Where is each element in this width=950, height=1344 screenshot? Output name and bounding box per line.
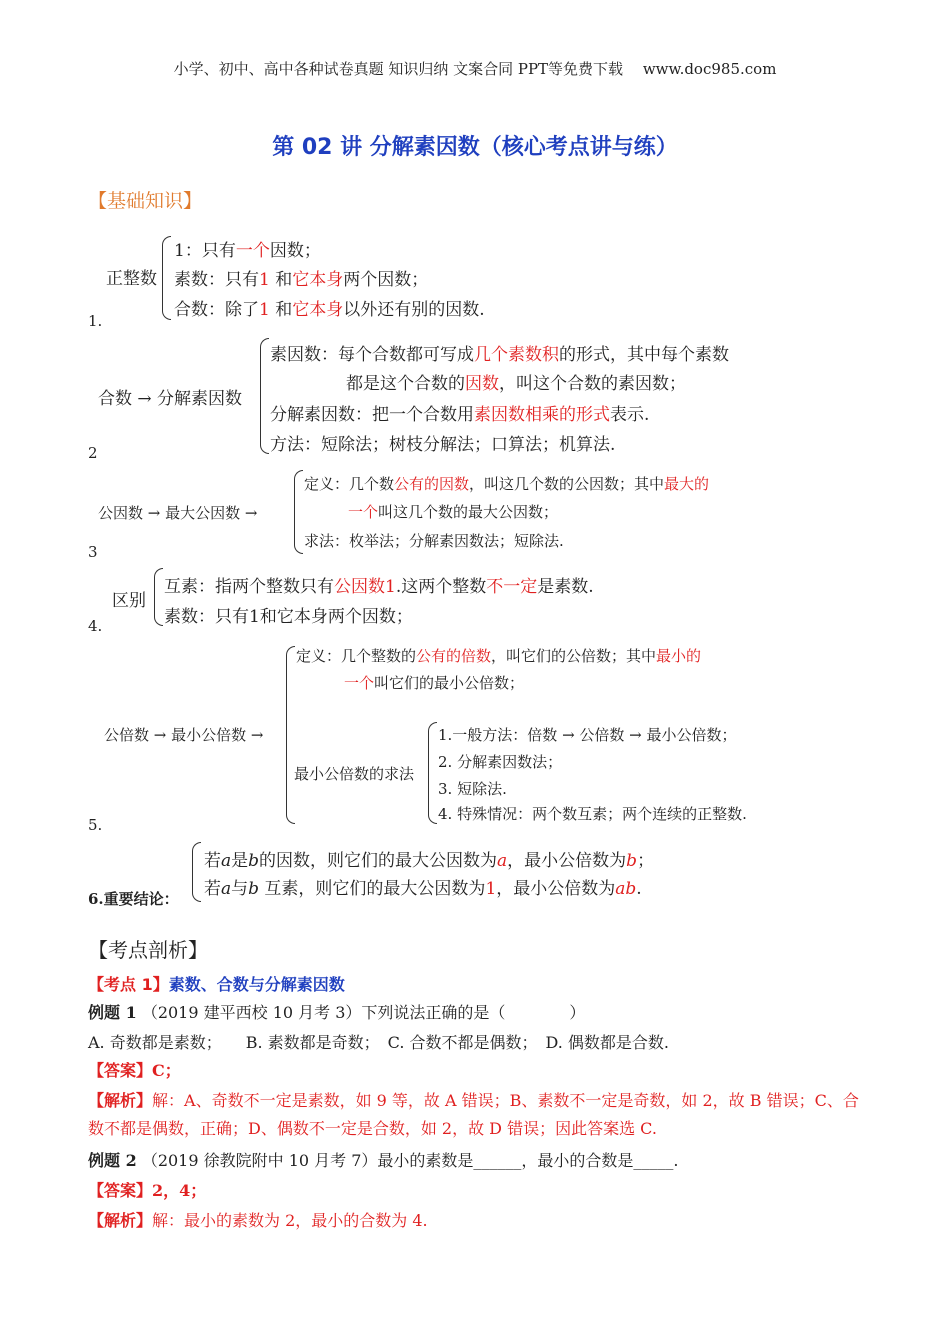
b1-number: 1.: [88, 312, 103, 330]
b2-line4: 方法：短除法；树枝分解法；口算法；机算法.: [270, 435, 616, 455]
analysis-heading: 【考点剖析】: [88, 938, 208, 962]
b6-brace: [192, 842, 201, 902]
b4-root: 区别: [112, 591, 146, 611]
kp1-heading: 【考点 1】素数、合数与分解素因数: [88, 975, 345, 994]
ex1-options: A. 奇数都是素数； B. 素数都是奇数； C. 合数不都是偶数； D. 偶数都是合数.: [88, 1033, 670, 1052]
b3-line2: 一个叫这几个数的最大公因数；: [348, 503, 559, 521]
ex1-explanation-2: 数不都是偶数，正确；D、偶数不一定是合数，如 2，故 D 错误；因此答案选 C.: [88, 1119, 657, 1138]
b5-line1: 定义：几个整数的公有的倍数，叫它们的公倍数；其中最小的: [296, 647, 702, 665]
b5-root: 公倍数 → 最小公倍数 →: [104, 726, 264, 744]
ex2-question: 例题 2 （2019 徐教院附中 10 月考 7）最小的素数是______，最小的合数是_____.: [88, 1151, 679, 1170]
b3-number: 3: [88, 543, 98, 561]
b1-line2: 素数：只有1 和它本身两个因数；: [174, 270, 429, 290]
b5-method: 最小公倍数的求法: [294, 765, 415, 783]
b3-line1: 定义：几个数公有的因数，叫这几个数的公因数；其中最大的: [304, 475, 710, 493]
b4-line1: 互素：指两个整数只有公因数1.这两个整数不一定是素数.: [164, 577, 594, 597]
b1-line3: 合数：除了1 和它本身以外还有别的因数.: [174, 300, 485, 320]
b3-line3: 求法：枚举法；分解素因数法；短除法.: [304, 532, 564, 550]
b6-line1: 若a是b的因数，则它们的最大公因数为a，最小公倍数为b；: [204, 851, 655, 871]
b5-number: 5.: [88, 816, 103, 834]
b2-brace: [260, 338, 269, 454]
b6-line2: 若a与b 互素，则它们的最大公因数为1，最小公倍数为ab.: [204, 879, 642, 899]
b2-line1: 素因数：每个合数都可写成几个素数积的形式，其中每个素数: [270, 345, 729, 365]
b5-m1: 1.一般方法：倍数 → 公倍数 → 最小公倍数；: [438, 726, 737, 744]
b3-brace: [294, 470, 303, 554]
ex1-answer: 【答案】C；: [88, 1061, 181, 1080]
b6-label: 6.重要结论：: [88, 890, 179, 908]
ex1-question: 例题 1 （2019 建平西校 10 月考 3）下列说法正确的是（ ）: [88, 1003, 586, 1022]
b5-method-brace: [428, 722, 437, 824]
b5-m4: 4. 特殊情况：两个数互素；两个连续的正整数.: [438, 805, 747, 823]
b1-brace: [162, 236, 171, 320]
ex1-explanation-1: 【解析】解：A、奇数不一定是素数，如 9 等，故 A 错误；B、素数不一定是奇数，如 2，故 B 错误；C、合: [88, 1091, 859, 1110]
b4-brace: [154, 568, 163, 626]
b1-line1: 1：只有一个因数；: [174, 241, 321, 261]
ex2-explanation: 【解析】解：最小的素数为 2，最小的合数为 4.: [88, 1211, 428, 1230]
b4-line2: 素数：只有1和它本身两个因数；: [164, 607, 413, 627]
b5-m2: 2. 分解素因数法；: [438, 753, 563, 771]
b2-root: 合数 → 分解素因数: [98, 389, 243, 409]
b2-line2: 都是这个合数的因数，叫这个合数的素因数；: [346, 374, 686, 394]
ex2-answer: 【答案】2，4；: [88, 1181, 207, 1200]
page-header: 小学、初中、高中各种试卷真题 知识归纳 文案合同 PPT等免费下载 www.doc985.com: [173, 60, 777, 78]
b1-root: 正整数: [106, 269, 157, 289]
b2-line3: 分解素因数：把一个合数用素因数相乘的形式表示.: [270, 405, 650, 425]
b5-m3: 3. 短除法.: [438, 780, 507, 798]
b3-root: 公因数 → 最大公因数 →: [98, 504, 258, 522]
b2-number: 2: [88, 444, 98, 462]
b4-number: 4.: [88, 617, 103, 635]
basic-knowledge-heading: 【基础知识】: [88, 190, 203, 212]
b5-brace: [286, 646, 295, 824]
b5-line2: 一个叫它们的最小公倍数；: [344, 674, 525, 692]
page-title: 第 02 讲 分解素因数（核心考点讲与练）: [272, 135, 678, 160]
